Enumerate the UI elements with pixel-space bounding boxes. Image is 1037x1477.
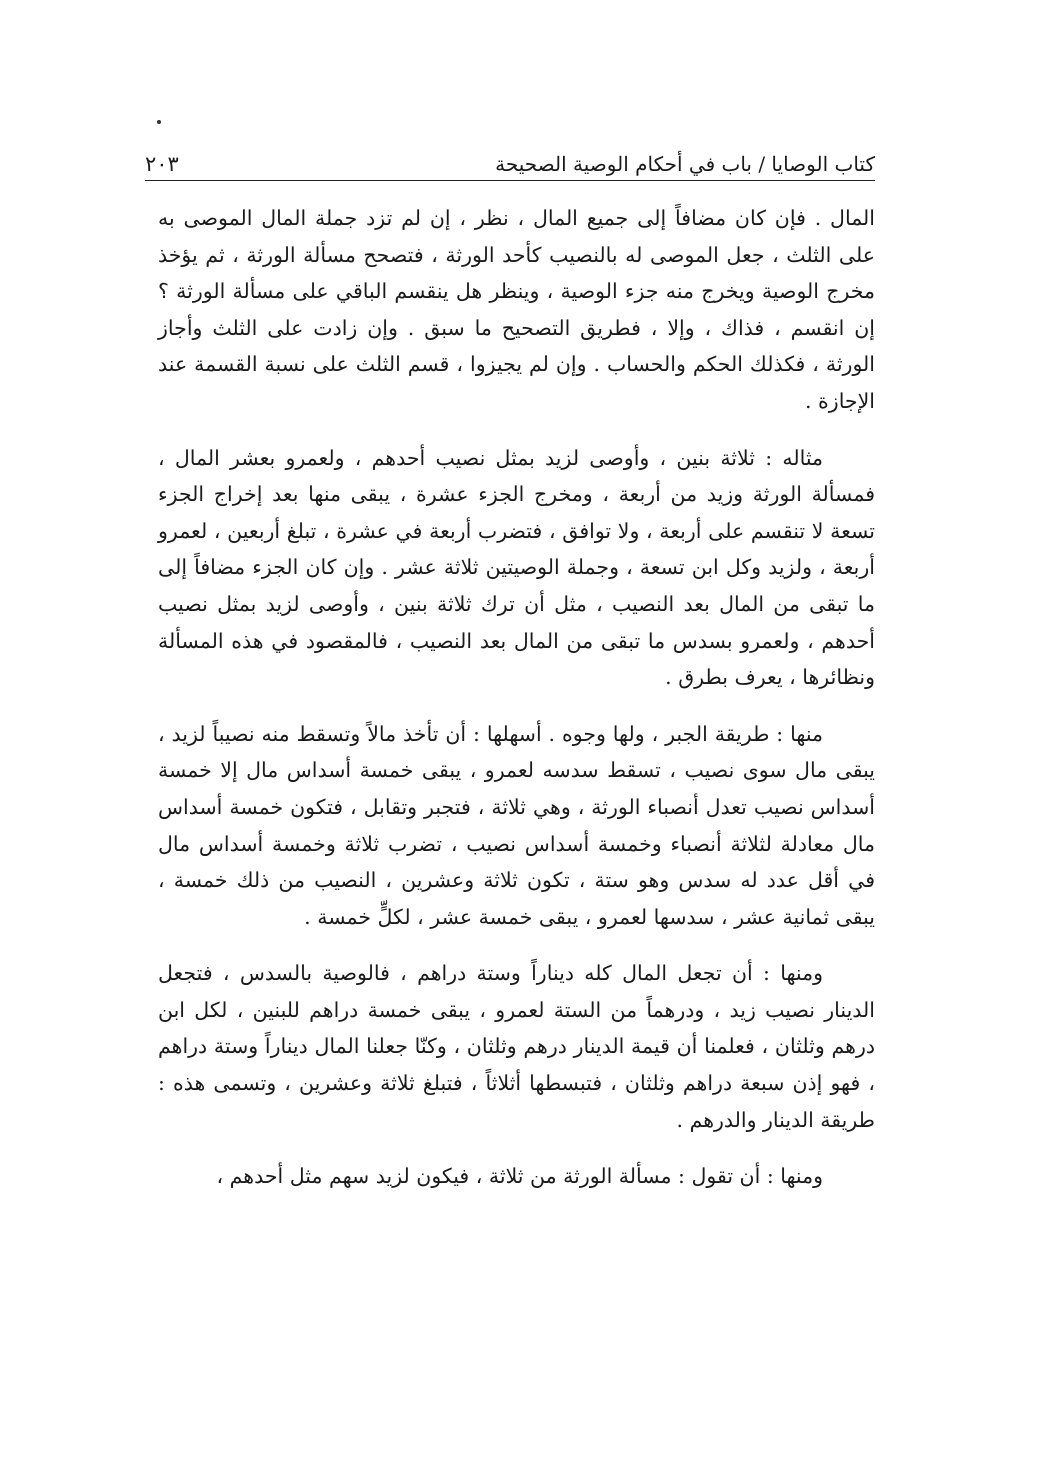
paragraph-5: ومنها : أن تقول : مسألة الورثة من ثلاثة ، فيكون لزيد سهم مثل أحدهم ،	[216, 1164, 823, 1189]
page-mark	[157, 120, 161, 124]
paragraph-2: مثاله : ثلاثة بنين ، وأوصى لزيد بمثل نصيب أحدهم ، ولعمرو بعشر المال ، فمسألة الورثة وزيد من أربعة ، ومخرج الجزء عشرة ، يبقى منها بعد إخراج الجزء تسعة لا تنقسم على أربعة ، ولا توافق ، فتضرب أربعة في عشرة ، تبلغ أربعين ، لعمرو أربعة ، ولزيد وكل ابن تسعة ، وجملة الوصيتين ثلاثة عشر . وإن كان الجزء مضافاً إلى ما تبقى من المال بعد النصيب ، مثل أن ترك ثلاثة بنين ، وأوصى لزيد بمثل نصيب أحدهم ، ولعمرو بسدس ما تبقى من المال بعد النصيب ، فالمقصود في هذه المسألة ونظائرها ، يعرف بطرق .	[158, 445, 875, 690]
paragraph-1: المال . فإن كان مضافاً إلى جميع المال ، نظر ، إن لم تزد جملة المال الموصى به على الثلث ، جعل الموصى له بالنصيب كأحد الورثة ، فتصحح مسألة الورثة ، ثم يؤخذ مخرج الوصية ويخرج منه جزء الوصية ، وينظر هل ينقسم الباقي على مسألة الورثة ؟ إن انقسم ، فذاك ، وإلا ، فطريق التصحيح ما سبق . وإن زادت على الثلث وأجاز الورثة ، فكذلك الحكم والحساب . وإن لم يجيزوا ، قسم الثلث على نسبة القسمة عند الإجازة .	[158, 206, 875, 413]
running-header	[145, 136, 875, 181]
paragraph-3: منها : طريقة الجبر ، ولها وجوه . أسهلها : أن تأخذ مالاً وتسقط منه نصيباً لزيد ، يبقى مال سوى نصيب ، تسقط سدسه لعمرو ، يبقى خمسة أسداس مال إلا خمسة أسداس نصيب تعدل أنصباء الورثة ، وهي ثلاثة ، فتجبر وتقابل ، فتكون خمسة أسداس مال معادلة لثلاثة أنصباء وخمسة أسداس نصيب ، تضرب ثلاثة وخمسة أسداس مال في أقل عدد له سدس وهو ستة ، تكون ثلاثة وعشرين ، النصيب من ذلك خمسة ، يبقى ثمانية عشر ، سدسها لعمرو ، يبقى خمسة عشر ، لكلٍّ خمسة .	[158, 721, 875, 929]
paragraph-4: ومنها : أن تجعل المال كله ديناراً وستة دراهم ، فالوصية بالسدس ، فتجعل الدينار نصيب زيد ، ودرهماً من الستة لعمرو ، يبقى خمسة دراهم للبنين ، لكل ابن درهم وثلثان ، فعلمنا أن قيمة الدينار درهم وثلثان ، وكنّا جعلنا المال ديناراً وستة دراهم ، فهو إذن سبعة دراهم وثلثان ، فتبسطها أثلاثاً ، فتبلغ ثلاثة وعشرين ، وتسمى هذه : طريقة الدينار والدرهم .	[158, 961, 875, 1132]
body-text	[158, 200, 875, 1195]
page-number: ٢٠٣	[145, 152, 179, 176]
chapter-title: كتاب الوصايا / باب في أحكام الوصية الصحيحة	[495, 152, 875, 176]
